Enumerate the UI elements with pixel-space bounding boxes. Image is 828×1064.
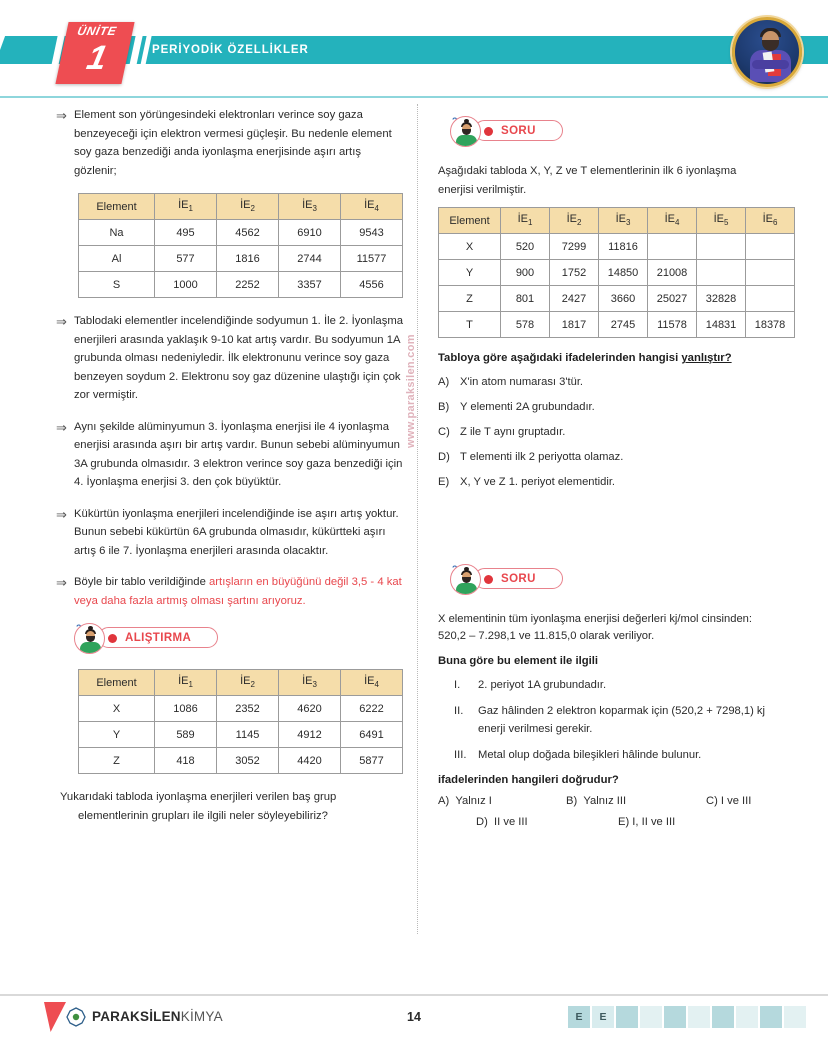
cell: X bbox=[79, 696, 155, 722]
th-ie2: $İE_2$ bbox=[217, 670, 279, 696]
cell: 2352 bbox=[217, 696, 279, 722]
question-badge-label: SORU bbox=[501, 572, 536, 585]
cell: 18378 bbox=[746, 312, 795, 338]
bullet-text-plain: Böyle bir tablo verildiğinde bbox=[74, 576, 210, 588]
statement-key: III. bbox=[454, 748, 467, 761]
table-row bbox=[439, 286, 795, 312]
th-element: Element bbox=[439, 208, 501, 234]
cell: 2427 bbox=[550, 286, 599, 312]
cell: Y bbox=[439, 260, 501, 286]
cell: 4562 bbox=[217, 220, 279, 246]
bullet-text: Aynı şekilde alüminyumun 3. İyonlaşma enerjisi ile 4 iyonlaşma enerjisi arasında aşırı bir artış vardır. Bunun sebebi alüminyumun 3A grubunda olmasıdır. 3 elektron verince soy gaza benzediği için 4. İyonlaşma enerjisi 3. den çok büyüktür. bbox=[74, 420, 403, 488]
cell: Z bbox=[439, 286, 501, 312]
cell: 3660 bbox=[599, 286, 648, 312]
cell: 3052 bbox=[217, 748, 279, 774]
exercise-badge bbox=[74, 623, 406, 657]
option-key: E) bbox=[618, 816, 630, 828]
cell: 3357 bbox=[279, 272, 341, 298]
footer-square bbox=[784, 1006, 806, 1028]
footer-square-strip bbox=[568, 1006, 806, 1028]
bullet-item bbox=[56, 106, 406, 180]
option-b[interactable] bbox=[566, 795, 706, 807]
footer-square bbox=[640, 1006, 662, 1028]
question-2-closing-prompt: ifadelerinden hangileri doğrudur? bbox=[438, 774, 619, 786]
cell: 2252 bbox=[217, 272, 279, 298]
statement-text: Metal olup doğada bileşikleri hâlinde bulunur. bbox=[478, 748, 702, 761]
column-divider bbox=[417, 104, 418, 934]
ionization-table-2 bbox=[78, 669, 403, 774]
th-ie1: $İE_1$ bbox=[155, 194, 217, 220]
question-2-options bbox=[438, 795, 772, 828]
page-footer bbox=[0, 994, 828, 1064]
option-b[interactable] bbox=[438, 398, 772, 417]
question-badge-2 bbox=[450, 564, 772, 598]
cell: 4912 bbox=[279, 722, 341, 748]
exercise-badge-pill bbox=[98, 627, 218, 648]
th-element: Element bbox=[79, 194, 155, 220]
table-row bbox=[439, 312, 795, 338]
bullet-item bbox=[56, 312, 406, 405]
table-row bbox=[79, 272, 403, 298]
option-e[interactable] bbox=[618, 816, 675, 828]
closing-question-line1: Yukarıdaki tabloda iyonlaşma enerjileri verilen baş grup bbox=[60, 791, 337, 803]
option-key: B) bbox=[566, 795, 578, 807]
th-element: Element bbox=[79, 670, 155, 696]
cell: 4620 bbox=[279, 696, 341, 722]
ionization-table-1 bbox=[78, 193, 403, 298]
option-key: A) bbox=[438, 795, 450, 807]
th-ie4: $İE_4$ bbox=[341, 194, 403, 220]
cell: 25027 bbox=[648, 286, 697, 312]
cell: 14831 bbox=[697, 312, 746, 338]
cell: 577 bbox=[155, 246, 217, 272]
options-row-2 bbox=[476, 816, 772, 828]
question-2-statements bbox=[454, 676, 772, 764]
watermark-text: www.paraksilen.com bbox=[405, 334, 417, 448]
cell: 4420 bbox=[279, 748, 341, 774]
cell: 21008 bbox=[648, 260, 697, 286]
cell: Na bbox=[79, 220, 155, 246]
table-row bbox=[79, 220, 403, 246]
cell bbox=[697, 260, 746, 286]
cell: 1000 bbox=[155, 272, 217, 298]
cell bbox=[746, 286, 795, 312]
closing-question bbox=[60, 788, 406, 826]
student-avatar-icon bbox=[450, 564, 481, 595]
bullet-text bbox=[74, 573, 406, 610]
question-badge-pill bbox=[474, 568, 563, 589]
question-badge-label: SORU bbox=[501, 124, 536, 137]
th-ie2: $İE_2$ bbox=[550, 208, 599, 234]
brand-light: KİMYA bbox=[180, 1009, 223, 1024]
cell: Y bbox=[79, 722, 155, 748]
page-title: PERİYODİK ÖZELLİKLER bbox=[152, 44, 309, 56]
arrow-bullet-icon: ⇒ bbox=[56, 108, 67, 123]
table-row bbox=[79, 696, 403, 722]
option-text: X, Y ve Z 1. periyot elementidir. bbox=[460, 476, 616, 488]
footer-square bbox=[712, 1006, 734, 1028]
brand-bold: PARAKSİLEN bbox=[92, 1009, 181, 1024]
option-text: X'in atom numarası 3'tür. bbox=[460, 376, 584, 388]
table-header-row bbox=[79, 670, 403, 696]
th-ie3: $İE_3$ bbox=[279, 670, 341, 696]
option-text: T elementi ilk 2 periyotta olamaz. bbox=[460, 451, 624, 463]
cell: 900 bbox=[501, 260, 550, 286]
cell: 1145 bbox=[217, 722, 279, 748]
table-header-row bbox=[439, 208, 795, 234]
page-number: 14 bbox=[407, 1010, 421, 1024]
arrow-bullet-icon: ⇒ bbox=[56, 419, 67, 435]
option-text: I, II ve III bbox=[632, 816, 676, 828]
option-key: E) bbox=[438, 476, 450, 488]
cell: 2745 bbox=[599, 312, 648, 338]
unit-label: ÜNİTE bbox=[76, 24, 118, 38]
table-header-row bbox=[79, 194, 403, 220]
cell: 1816 bbox=[217, 246, 279, 272]
badge-dot-icon bbox=[484, 575, 493, 584]
ionization-table-3 bbox=[438, 207, 795, 338]
option-text: Yalnız III bbox=[583, 795, 627, 807]
badge-dot-icon bbox=[108, 634, 117, 643]
statement-iii bbox=[454, 746, 772, 765]
header-divider bbox=[0, 96, 828, 98]
question-1-prompt-pre: Tabloya göre aşağıdaki ifadelerinden hangisi bbox=[438, 352, 682, 364]
question-badge-1 bbox=[450, 116, 772, 150]
page-header bbox=[0, 0, 828, 100]
unit-number: 1 bbox=[83, 39, 111, 77]
cell: 6491 bbox=[341, 722, 403, 748]
cell: 1752 bbox=[550, 260, 599, 286]
footer-divider bbox=[0, 994, 828, 996]
bullet-text-red: artışların en büyüğünü değil 3,5 - 4 kat veya daha fazla artmış olması şartını arıyoruz. bbox=[74, 576, 402, 607]
cell: 6222 bbox=[341, 696, 403, 722]
th-ie1: $İE_1$ bbox=[501, 208, 550, 234]
option-key: B) bbox=[438, 401, 450, 413]
cell: 1817 bbox=[550, 312, 599, 338]
option-a[interactable] bbox=[438, 795, 566, 807]
option-text: I ve III bbox=[720, 795, 752, 807]
statement-key: I. bbox=[454, 679, 461, 691]
question-1-prompt bbox=[438, 352, 772, 364]
student-avatar-icon bbox=[450, 116, 481, 147]
question-2-prompt: Buna göre bu element ile ilgili bbox=[438, 655, 599, 667]
arrow-bullet-icon: ⇒ bbox=[56, 314, 67, 329]
arrow-bullet-icon: ⇒ bbox=[56, 506, 67, 522]
cell: 7299 bbox=[550, 234, 599, 260]
cell: 11578 bbox=[648, 312, 697, 338]
cell: 32828 bbox=[697, 286, 746, 312]
cell: 578 bbox=[501, 312, 550, 338]
bullet-text: Tablodaki elementler incelendiğinde sodyumun 1. İle 2. İyonlaşma enerjileri arasında yaklaşık 9-10 kat artış vardır. Bu sodyumun 1A grubunda olması nedeniyledir. İlk elektronunu verince soy gaza benzeyen soydum 2. Elektronu soy gaz düzenine ulaştığı için çok zor vermiştir. bbox=[74, 315, 404, 401]
cell bbox=[746, 234, 795, 260]
cell: 495 bbox=[155, 220, 217, 246]
question-2-intro-line1: X elementinin tüm iyonlaşma enerjisi değerleri kj/mol cinsinden: bbox=[438, 613, 753, 625]
footer-square bbox=[664, 1006, 686, 1028]
cell: 520 bbox=[501, 234, 550, 260]
table-row bbox=[79, 722, 403, 748]
option-text: II ve III bbox=[494, 816, 528, 828]
statement-text: Gaz hâlinden 2 elektron koparmak için (520,2 + 7298,1) kj enerji verilmesi gerekir. bbox=[478, 704, 766, 735]
cell: 11816 bbox=[599, 234, 648, 260]
cell: 5877 bbox=[341, 748, 403, 774]
cell: 801 bbox=[501, 286, 550, 312]
cell: 11577 bbox=[341, 246, 403, 272]
footer-square bbox=[736, 1006, 758, 1028]
option-c[interactable] bbox=[438, 423, 772, 442]
bullet-item-highlighted bbox=[56, 573, 406, 610]
option-d[interactable] bbox=[438, 448, 772, 467]
question-1-prompt-underline: yanlıştır? bbox=[681, 352, 732, 364]
option-key: D) bbox=[438, 451, 450, 463]
table-row bbox=[79, 748, 403, 774]
table-row bbox=[439, 234, 795, 260]
option-c[interactable] bbox=[706, 795, 751, 807]
bullet-text: Kükürtün iyonlaşma enerjileri incelendiğinde ise aşırı artış yoktur. Bunun sebebi kükürtün 6A grubunda olmasıdır, kükürtteki aşırı artış 6 ile 7. İyonlaşma enerjileri arasında olacaktır. bbox=[74, 507, 399, 557]
statement-key: II. bbox=[454, 704, 464, 717]
footer-square bbox=[760, 1006, 782, 1028]
option-text: Z ile T aynı gruptadır. bbox=[460, 426, 566, 438]
option-a[interactable] bbox=[438, 373, 772, 392]
cell: 418 bbox=[155, 748, 217, 774]
statement-i bbox=[454, 676, 772, 695]
th-ie4: $İE_4$ bbox=[341, 670, 403, 696]
left-column bbox=[56, 106, 406, 826]
badge-dot-icon bbox=[484, 127, 493, 136]
right-column bbox=[432, 106, 786, 828]
bullet-text: Element son yörüngesindeki elektronları verince soy gaza benzeyeceği için elektron vermesi güçleşir. Bu nedenle element soy gaza benzediği anda iyonlaşma enerjisinde aşırı artış gözlenir; bbox=[74, 109, 392, 177]
options-row-1 bbox=[438, 795, 772, 807]
option-text: Yalnız I bbox=[455, 795, 492, 807]
question-2-intro-line2: 520,2 – 7.298,1 ve 11.815,0 olarak veriliyor. bbox=[438, 629, 655, 642]
cell: Al bbox=[79, 246, 155, 272]
question-badge-pill bbox=[474, 120, 563, 141]
th-ie3: $İE_3$ bbox=[279, 194, 341, 220]
arrow-bullet-icon: ⇒ bbox=[56, 575, 67, 590]
option-key: C) bbox=[706, 795, 718, 807]
th-ie5: $İE_5$ bbox=[697, 208, 746, 234]
bullet-item bbox=[56, 505, 406, 561]
cell: T bbox=[439, 312, 501, 338]
cell: 2744 bbox=[279, 246, 341, 272]
cell: 1086 bbox=[155, 696, 217, 722]
cell: X bbox=[439, 234, 501, 260]
th-ie6: $İE_6$ bbox=[746, 208, 795, 234]
cell: 589 bbox=[155, 722, 217, 748]
footer-square: E bbox=[592, 1006, 614, 1028]
table-row bbox=[439, 260, 795, 286]
th-ie3: $İE_3$ bbox=[599, 208, 648, 234]
teacher-avatar-icon bbox=[732, 17, 802, 87]
option-text: Y elementi 2A grubundadır. bbox=[460, 401, 595, 413]
cell: 14850 bbox=[599, 260, 648, 286]
th-ie2: $İE_2$ bbox=[217, 194, 279, 220]
exercise-badge-label: ALIŞTIRMA bbox=[125, 631, 192, 644]
cell bbox=[697, 234, 746, 260]
closing-question-line2: elementlerinin grupları ile ilgili neler söyleyebiliriz? bbox=[78, 810, 328, 822]
th-ie4: $İE_4$ bbox=[648, 208, 697, 234]
cell bbox=[648, 234, 697, 260]
bullet-item bbox=[56, 418, 406, 492]
cell: 6910 bbox=[279, 220, 341, 246]
cell: Z bbox=[79, 748, 155, 774]
student-avatar-icon bbox=[74, 623, 105, 654]
footer-square: E bbox=[568, 1006, 590, 1028]
statement-text: 2. periyot 1A grubundadır. bbox=[478, 679, 607, 691]
option-key: D) bbox=[476, 816, 488, 828]
option-d[interactable] bbox=[476, 816, 618, 828]
cell: 4556 bbox=[341, 272, 403, 298]
statement-ii bbox=[454, 702, 772, 739]
th-ie1: $İE_1$ bbox=[155, 670, 217, 696]
option-key: C) bbox=[438, 426, 450, 438]
cell: 9543 bbox=[341, 220, 403, 246]
question-1-options bbox=[438, 373, 772, 492]
question-1-intro: Aşağıdaki tabloda X, Y, Z ve T elementlerinin ilk 6 iyonlaşma enerjisi verilmiştir. bbox=[438, 165, 737, 196]
option-e[interactable] bbox=[438, 473, 772, 492]
footer-square bbox=[616, 1006, 638, 1028]
footer-square bbox=[688, 1006, 710, 1028]
table-row bbox=[79, 246, 403, 272]
cell bbox=[746, 260, 795, 286]
option-key: A) bbox=[438, 376, 450, 388]
cell: S bbox=[79, 272, 155, 298]
